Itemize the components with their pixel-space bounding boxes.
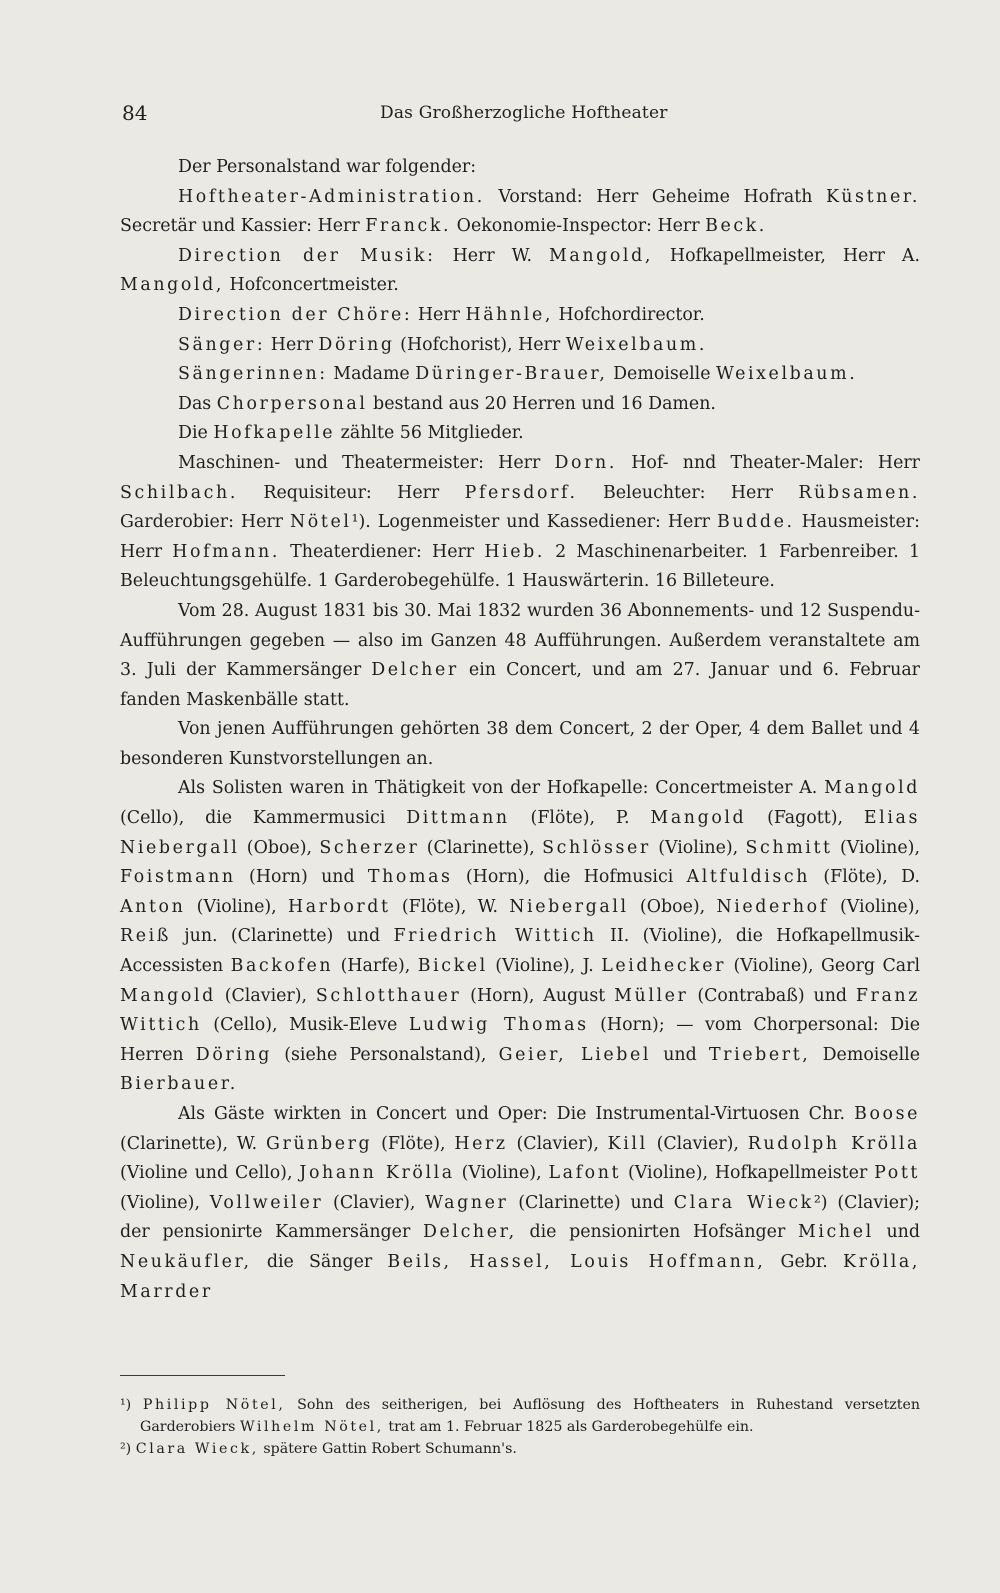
spaced-name: Pott (874, 1163, 920, 1184)
spaced-name: Pfersdorf. (464, 482, 578, 503)
text-run: (Clavier), (323, 1192, 426, 1213)
text-run: Als Gäste wirkten in Concert und Oper: Die Instrumental-Virtuosen Chr. (178, 1104, 855, 1124)
page-number: 84 (122, 101, 148, 125)
text-run: (Clavier), (507, 1133, 608, 1154)
spaced-name: Niederhof (716, 896, 829, 917)
paragraph (120, 242, 920, 301)
footnotes (120, 1394, 920, 1460)
paragraph (120, 390, 920, 420)
spaced-name: Dorn. (554, 452, 617, 473)
spaced-name: Düringer-Brauer, (415, 364, 608, 385)
text-run: Vom 28. August 1831 bis 30. Mai 1832 wurden 36 Abonnements- und 12 Suspendu-Aufführungen gegeben — also im Ganzen 48 Aufführungen. Außerdem veranstaltete am 3. Juli der Kammersänger (120, 600, 920, 681)
paragraph (120, 419, 920, 449)
spaced-name: Müller (614, 985, 689, 1006)
text-run: Demoiselle (607, 364, 717, 385)
text-run: die Sänger (251, 1251, 388, 1272)
spaced-name: Beils, Hassel, Louis Hoffmann, (387, 1251, 766, 1272)
footnote (120, 1438, 920, 1460)
spaced-name: Küstner. (826, 186, 920, 207)
text-run: Herr (265, 334, 319, 355)
text-run: Von jenen Aufführungen gehörten 38 dem Concert, 2 der Oper, 4 dem Ballet und 4 besonderen Kunstvorstellungen an. (120, 719, 920, 769)
spaced-name: Sänger: (178, 334, 266, 355)
text-run: trat am 1. Februar 1825 als Garderobegehülfe ein. (383, 1419, 754, 1435)
text-run: (Oboe), (628, 896, 717, 917)
spaced-name: Niebergall (509, 896, 629, 917)
text-run: (Fagott), (746, 808, 864, 829)
paragraph (120, 331, 920, 361)
text-run: (Clavier), (215, 985, 316, 1006)
paragraph (120, 360, 920, 390)
text-run: (Violine), (832, 837, 920, 858)
spaced-name: Mangold (650, 808, 747, 829)
text-run: Hofkapellmeister, Herr A. (652, 245, 921, 266)
spaced-name: Clara Wieck (673, 1192, 814, 1213)
text-run: und (651, 1044, 709, 1065)
text-run: ²) (120, 1441, 136, 1457)
spaced-name: Hoftheater-Administration. (178, 186, 485, 207)
text-run: (Flöte), (372, 1133, 455, 1154)
spaced-name: Franz Wittich (120, 985, 920, 1036)
spaced-name: Direction der Musik: (178, 245, 436, 266)
text-run: (Violine), (120, 1192, 210, 1213)
text-run: Herr W. (435, 245, 549, 266)
spaced-name: Schilbach. (120, 482, 238, 503)
text-run: (Clarinette) und (508, 1192, 674, 1213)
text-run: Die (178, 423, 214, 444)
text-run: Herr (412, 304, 466, 325)
text-run: (Clarinette), W. (120, 1133, 266, 1154)
text-run: ²) (Clavier); der pensionirte Kammersänger (120, 1192, 921, 1243)
spaced-name: Grünberg (265, 1133, 373, 1154)
text-run: (Horn), die Hofmusici (452, 867, 687, 888)
spaced-name: Neukäufler, (120, 1251, 252, 1272)
text-run: (Violine), J. (487, 956, 602, 977)
spaced-name: Johann Krölla (299, 1163, 455, 1184)
spaced-name: Ludwig Thomas (408, 1015, 589, 1036)
text-run: Der Personalstand war folgender: (178, 157, 477, 177)
text-run: und (873, 1222, 920, 1243)
text-run: Gebr. (765, 1251, 843, 1272)
text-run: Das (178, 393, 217, 414)
spaced-name: Chorpersonal (216, 393, 368, 414)
spaced-name: Vollweiler (209, 1192, 324, 1213)
spaced-name: Wagner (425, 1192, 509, 1213)
spaced-name: Clara Wieck, (135, 1441, 259, 1457)
spaced-name: Herz (454, 1133, 508, 1154)
text-run: (Violine), (828, 896, 921, 917)
text-run: II. (Violine), die Hofkapellmusik-Accessisten (120, 926, 920, 977)
spaced-name: Krölla, Marrder (120, 1251, 920, 1302)
paragraph (120, 715, 920, 774)
spaced-name: Hähnle, (465, 304, 553, 325)
text-run: Hausmeister: Herr (120, 512, 920, 562)
text-run: (Cello), die Kammermusici (120, 808, 407, 829)
spaced-name: Mangold, (548, 245, 653, 266)
text-run: Sohn des seitherigen, bei Auflösung des Hoftheaters in Ruhestand versetzten Garderobiers (140, 1397, 920, 1435)
spaced-name: Budde. (716, 512, 795, 533)
text-run: Beleuchter: Herr (577, 482, 799, 503)
spaced-name: Beck. (705, 216, 767, 237)
spaced-name: Elias Niebergall (120, 808, 920, 858)
spaced-name: Rudolph Krölla (747, 1133, 920, 1154)
paragraph (120, 301, 920, 331)
spaced-name: Reiß (120, 926, 171, 947)
text-run: (siehe Personalstand), (272, 1044, 499, 1065)
spaced-name: Geier, Liebel (498, 1044, 652, 1065)
spaced-name: Delcher, (422, 1222, 517, 1243)
text-run: (Violine), (185, 896, 288, 917)
spaced-name: Bierbauer. (120, 1074, 238, 1095)
text-run: Theaterdiener: Herr (279, 541, 485, 562)
text-run: Madame (327, 364, 416, 385)
text-run: Hofchordirector. (552, 304, 705, 325)
text-run: ¹) (120, 1397, 143, 1413)
text-run: zählte 56 Mitglieder. (335, 423, 524, 444)
text-run: (Contrabaß) und (688, 985, 856, 1006)
spaced-name: Dittmann (406, 808, 510, 829)
spaced-name: Michel (797, 1222, 874, 1243)
spaced-name: Mangold, (120, 275, 224, 296)
text-run: (Horn); — vom Chorpersonal: Die Herren (120, 1015, 921, 1065)
spaced-name: Weixelbaum. (565, 334, 707, 355)
text-run: ein Concert, und am 27. Januar und 6. Februar fanden Maskenbälle statt. (120, 660, 920, 710)
spaced-name: Harbordt (287, 896, 391, 917)
text-run: (Flöte), W. (390, 896, 510, 917)
text-run: bestand aus 20 Herren und 16 Damen. (367, 393, 716, 414)
text-run: (Clarinette), (419, 837, 543, 858)
paragraph (120, 597, 920, 715)
spaced-name: Döring (195, 1044, 273, 1065)
spaced-name: Schlösser (542, 837, 651, 858)
text-run: (Harfe), (333, 956, 418, 977)
text-run: ¹). Logenmeister und Kassediener: Herr (351, 512, 717, 533)
text-run: 2 Maschinenarbeiter. 1 Farbenreiber. 1 Beleuchtungsgehülfe. 1 Garderobegehülfe. 1 Hauswärterin. 16 Billeteure. (120, 541, 921, 592)
text-run: Requisiteur: Herr (237, 482, 465, 503)
spaced-name: Hieb. (484, 541, 545, 562)
text-run: Hofconcertmeister. (224, 275, 399, 296)
spaced-name: Mangold (120, 985, 216, 1006)
text-run: Secretär und Kassier: Herr (120, 216, 366, 237)
spaced-name: Direction der Chöre: (178, 304, 413, 325)
spaced-name: Leidhecker (601, 956, 727, 977)
text-run: (Horn), August (461, 985, 615, 1006)
text-run: Vorstand: Herr Geheime Hofrath (484, 186, 827, 207)
running-title: Das Großherzogliche Hoftheater (380, 103, 668, 123)
paragraph (120, 183, 920, 242)
text-run: (Violine), Georg Carl (726, 956, 921, 977)
text-run: (Cello), Musik-Eleve (201, 1015, 409, 1036)
text-run: (Violine), Hofkapellmeister (621, 1163, 875, 1184)
spaced-name: Nötel (289, 512, 352, 533)
spaced-name: Backofen (230, 956, 334, 977)
text-run: Garderobier: Herr (120, 512, 290, 533)
text-run: (Oboe), (239, 837, 320, 858)
footnote-rule (120, 1375, 285, 1376)
spaced-name: Altfuldisch (686, 867, 811, 888)
spaced-name: Thomas (367, 867, 453, 888)
text-run: die pensionirten Hofsänger (516, 1222, 798, 1243)
text-run: (Flöte), D. (810, 867, 920, 888)
paragraph (120, 153, 920, 183)
body-text (120, 153, 920, 1307)
text-run: spätere Gattin Robert Schumann's. (258, 1441, 517, 1457)
text-run: (Clavier), (647, 1133, 748, 1154)
text-run: (Flöte), P. (509, 808, 651, 829)
spaced-name: Philipp Nötel, (142, 1397, 286, 1413)
text-run: Maschinen- und Theatermeister: Herr (178, 452, 555, 473)
text-run: (Violine und Cello), (120, 1163, 300, 1184)
text-run: (Hofchorist), Herr (394, 334, 566, 355)
text-run: jun. (Clarinette) und (170, 926, 394, 947)
spaced-name: Kill (607, 1133, 648, 1154)
page-header (122, 101, 918, 129)
spaced-name: Scherzer (319, 837, 420, 858)
text-run: (Horn) und (235, 867, 368, 888)
text-run: Demoiselle (810, 1044, 920, 1065)
spaced-name: Bickel (417, 956, 488, 977)
text-run: (Violine), (454, 1163, 549, 1184)
spaced-name: Weixelbaum. (716, 364, 858, 385)
paragraph (120, 774, 920, 1100)
spaced-name: Döring (318, 334, 395, 355)
spaced-name: Wilhelm Nötel, (239, 1419, 384, 1435)
text-run: Als Solisten waren in Thätigkeit von der Hofkapelle: Concertmeister A. (178, 778, 825, 799)
spaced-name: Schlotthauer (315, 985, 462, 1006)
text-run: Hof- nnd Theater-Maler: Herr (616, 452, 920, 473)
spaced-name: Lafont (548, 1163, 622, 1184)
text-run: Oekonomie-Inspector: Herr (451, 216, 706, 237)
spaced-name: Sängerinnen: (178, 364, 328, 385)
spaced-name: Anton (120, 896, 186, 917)
paragraph (120, 449, 920, 597)
spaced-name: Friedrich Wittich (393, 926, 597, 947)
spaced-name: Hofmann. (172, 541, 280, 562)
spaced-name: Delcher (371, 660, 459, 681)
spaced-name: Boose (854, 1104, 920, 1124)
spaced-name: Schmitt (745, 837, 833, 858)
spaced-name: Franck. (365, 216, 452, 237)
paragraph (120, 1100, 920, 1307)
spaced-name: Hofkapelle (213, 423, 336, 444)
footnote (120, 1394, 920, 1438)
spaced-name: Mangold (824, 778, 920, 799)
text-run: (Violine), (650, 837, 746, 858)
spaced-name: Rübsamen. (798, 482, 920, 503)
spaced-name: Foistmann (120, 867, 236, 888)
spaced-name: Triebert, (708, 1044, 811, 1065)
